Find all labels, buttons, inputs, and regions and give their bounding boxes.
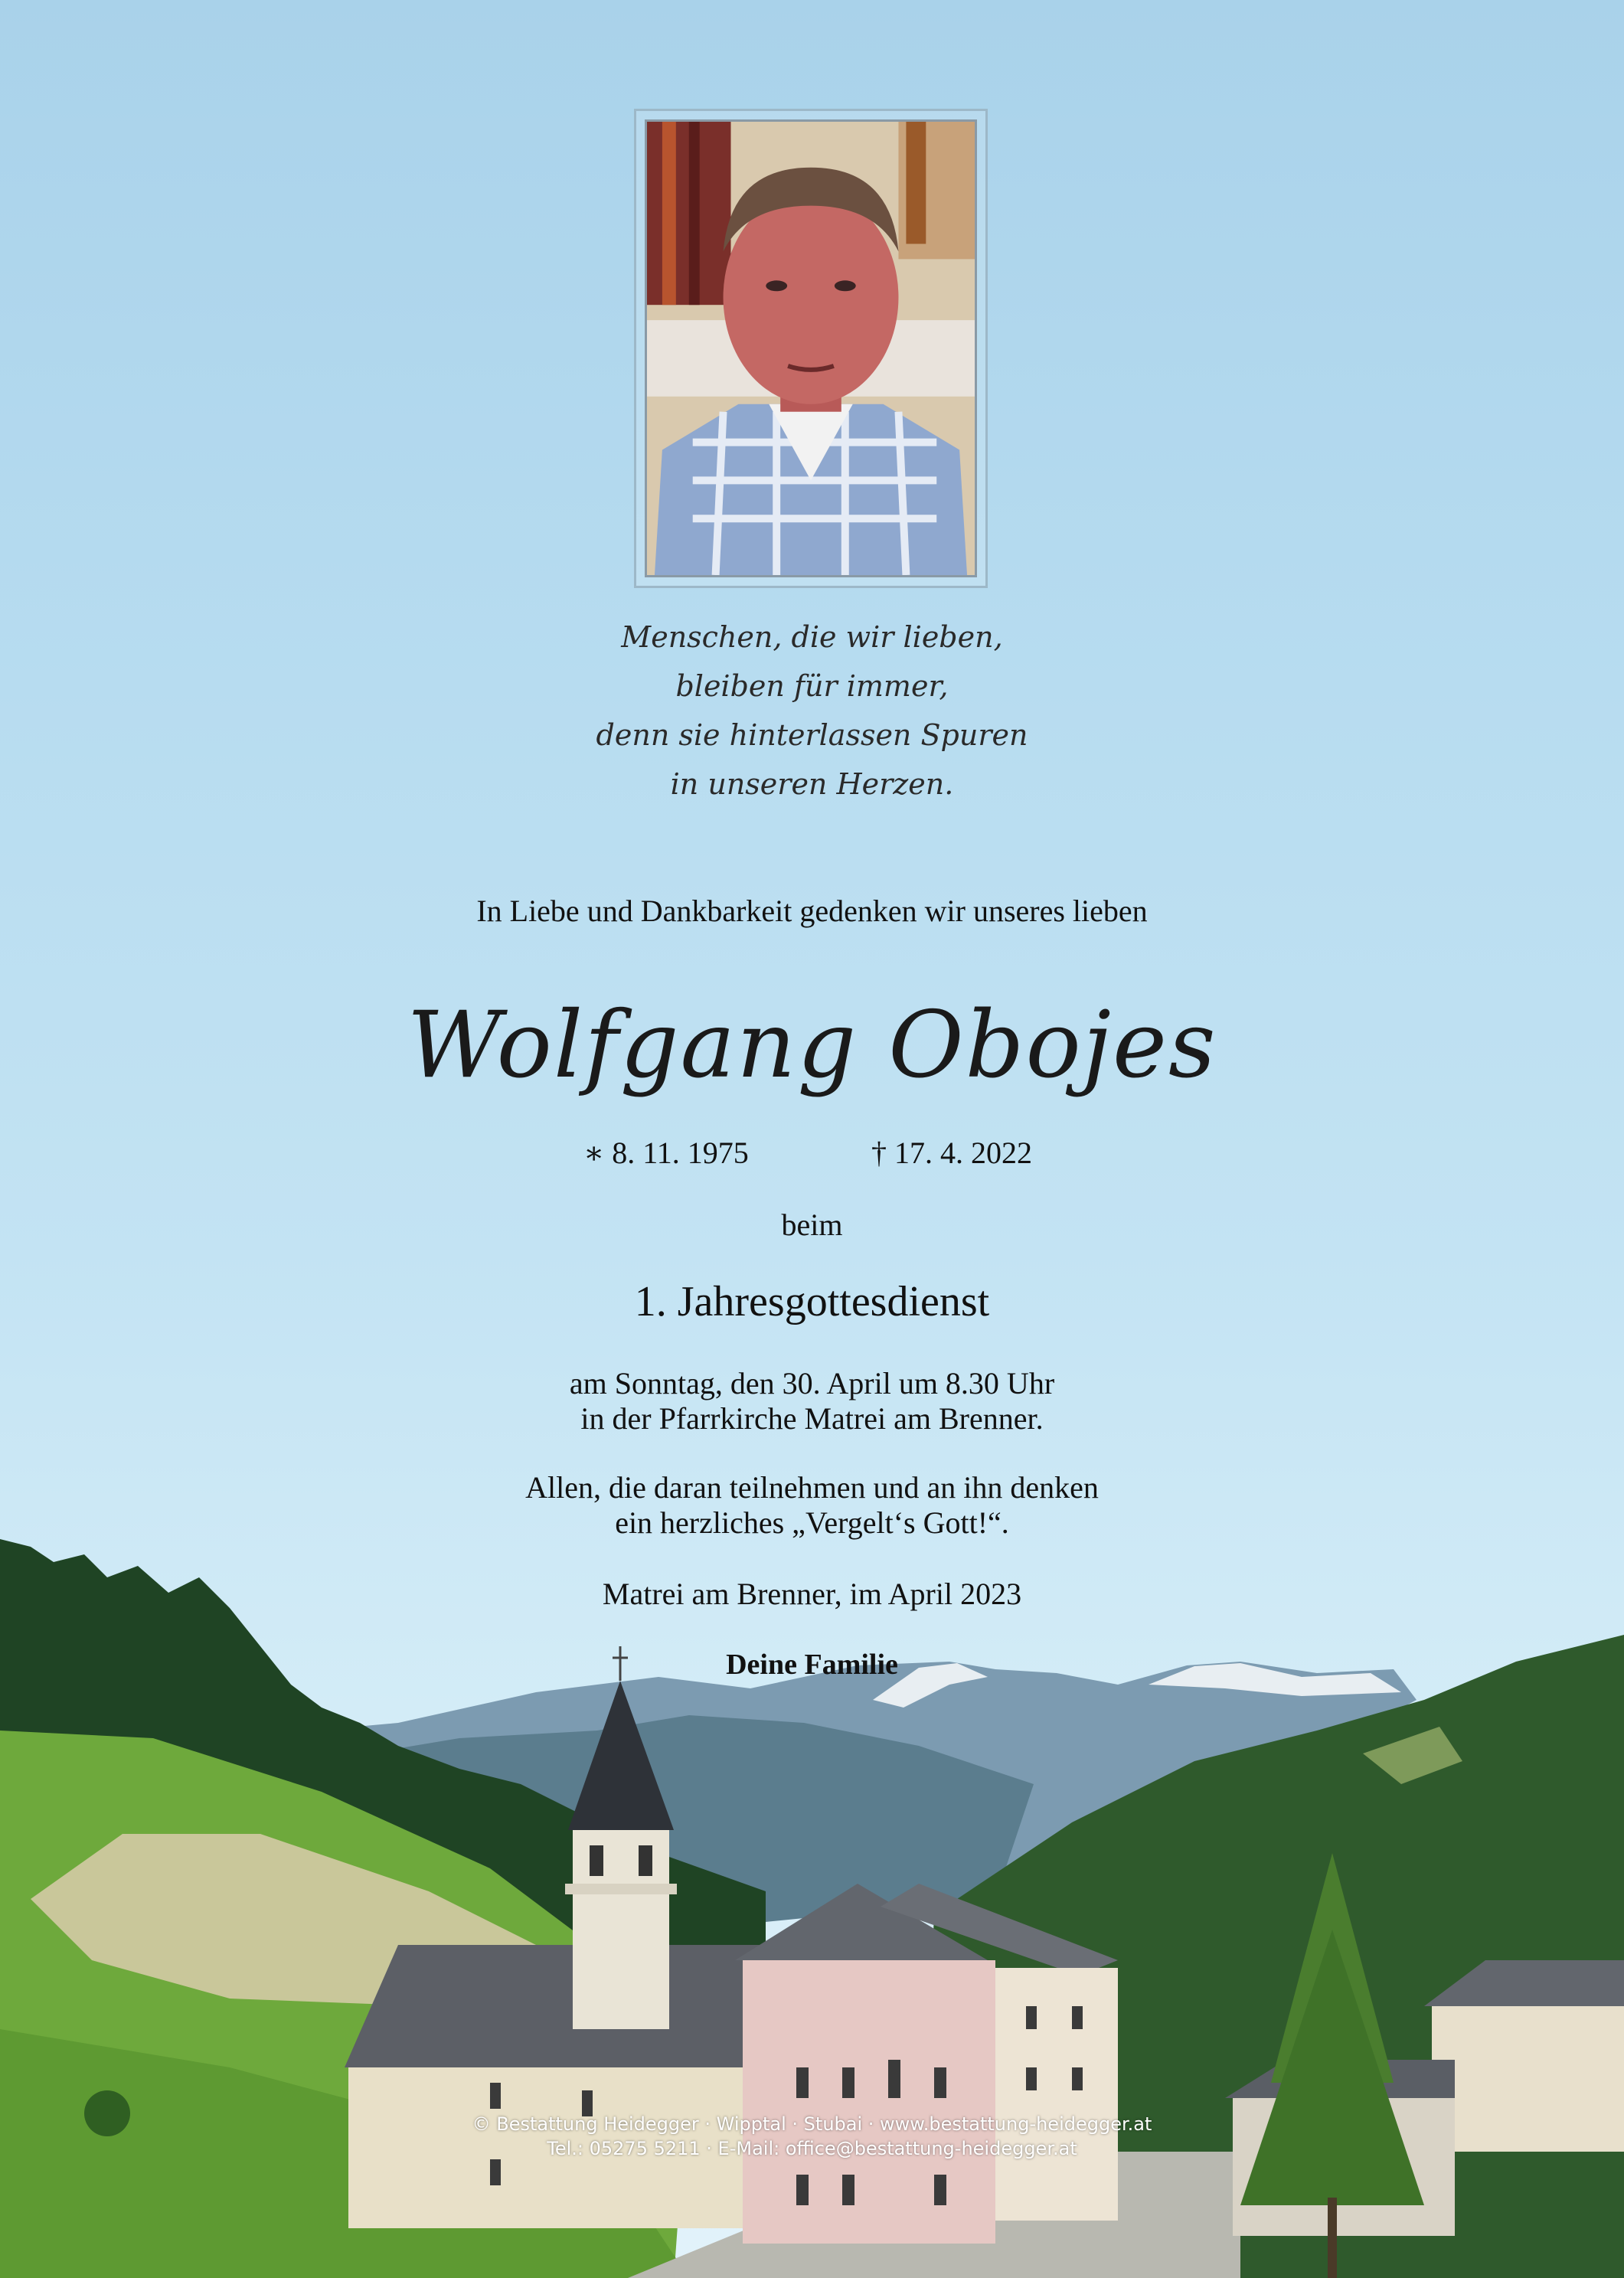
footer-line-company: © Bestattung Heidegger · Wipptal · Stubai · www.bestattung-heidegger.at [472,2113,1152,2135]
place-date: Matrei am Brenner, im April 2023 [602,1577,1022,1611]
thanks-text [0,1470,1624,1541]
service-location-line: in der Pfarrkirche Matrei am Brenner. [580,1401,1044,1436]
beim-text: beim [781,1208,843,1242]
death-date: † 17. 4. 2022 [871,1136,1032,1170]
birth-date: ∗ 8. 11. 1975 [583,1136,749,1170]
service-time [0,1366,1624,1436]
thanks-line: ein herzliches „Vergelt‘s Gott!“. [615,1505,1009,1540]
intro-text: In Liebe und Dankbarkeit gedenken wir unseres lieben [476,894,1148,928]
portrait-frame [634,109,988,588]
memorial-poem [0,613,1624,809]
poem-line: denn sie hinterlassen Spuren [596,718,1028,752]
family-signature: Deine Familie [726,1649,898,1681]
poem-line: in unseren Herzen. [670,767,954,801]
portrait-photo [645,119,977,577]
deceased-name: Wolfgang Obojes [407,992,1217,1099]
service-time-line: am Sonntag, den 30. April um 8.30 Uhr [569,1366,1055,1400]
poem-line: bleiben für immer, [675,669,949,703]
footer-line-contact: Tel.: 05275 5211 · E-Mail: office@bestattung-heidegger.at [547,2138,1077,2159]
thanks-line: Allen, die daran teilnehmen und an ihn denken [525,1470,1099,1505]
service-title: 1. Jahresgottesdienst [634,1278,990,1325]
poem-line: Menschen, die wir lieben, [621,620,1003,654]
